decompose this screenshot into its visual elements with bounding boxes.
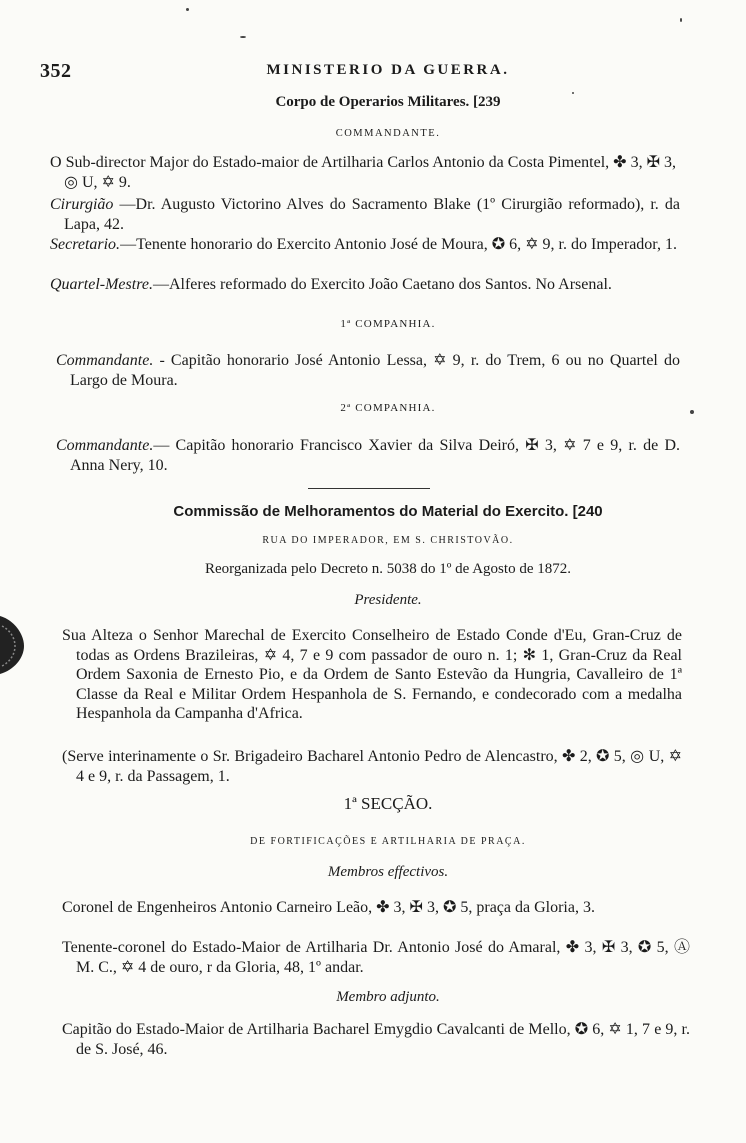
secretario-text: —Tenente honorario do Exercito Antonio José de Moura, ✪ 6, ✡ 9, r. do Imperador, 1.	[120, 236, 677, 253]
secretario-label: Secretario.	[50, 236, 121, 253]
binding-ornament-icon	[0, 610, 26, 680]
presidente-entry: Sua Alteza o Senhor Marechal de Exercito Conselheiro de Estado Conde d'Eu, Gran-Cruz de todas as Ordens Brazileiras, ✡ 4, 7 e 9 com passador de ouro n. 1; ✻ 1, Gran-Cruz da Real Ordem Saxonia de Ernesto Pio, e da Ordem de Santo Estevão da Hungria, Cavalleiro de 1ª Classe da Real e Militar Ordem Hespanhola de S. Fernando, e condecorado com a medalha Hespanhola da Campanha d'Africa.	[62, 627, 682, 722]
companhia1-label: Commandante.	[56, 352, 154, 369]
commissao-address: RUA DO IMPERADOR, EM S. CHRISTOVÃO.	[262, 535, 514, 546]
scan-speck	[690, 410, 694, 414]
commissao-title: Commissão de Melhoramentos do Material do Exercito. [240	[173, 503, 603, 520]
adjunto-heading: Membro adjunto.	[336, 989, 440, 1005]
commandante-heading: COMMANDANTE.	[335, 128, 441, 139]
companhia2-label: Commandante.	[56, 437, 154, 454]
corpo-title: Corpo de Operarios Militares. [239	[275, 94, 501, 110]
running-title: MINISTERIO DA GUERRA.	[266, 62, 510, 78]
membro2-entry: Tenente-coronel do Estado-Maior de Artilharia Dr. Antonio José do Amaral, ✤ 3, ✠ 3, ✪ 5, Ⓐ M. C., ✡ 4 de ouro, r da Gloria, 48, 1º andar.	[62, 939, 690, 976]
membros-heading: Membros effectivos.	[327, 864, 449, 880]
quartel-mestre-entry	[50, 275, 680, 295]
scan-speck	[572, 92, 574, 94]
presidente-heading: Presidente.	[354, 592, 422, 608]
companhia1-entry	[56, 351, 680, 390]
companhia2-entry	[56, 436, 680, 475]
scan-speck	[680, 18, 682, 22]
quartel-mestre-text: —Alferes reformado do Exercito João Caetano dos Santos. No Arsenal.	[152, 276, 612, 293]
adjunto-entry: Capitão do Estado-Maior de Artilharia Bacharel Emygdio Cavalcanti de Mello, ✪ 6, ✡ 1, 7 e 9, r. de S. José, 46.	[62, 1021, 690, 1058]
secretario-entry	[50, 235, 680, 255]
scan-speck	[186, 8, 189, 11]
cirurgiao-label: Cirurgião	[50, 196, 114, 213]
companhia2-text: — Capitão honorario Francisco Xavier da Silva Deiró, ✠ 3, ✡ 7 e 9, r. de D. Anna Nery, 10.	[70, 437, 680, 474]
quartel-mestre-label: Quartel-Mestre.	[50, 276, 153, 293]
companhia2-heading: 2ª COMPANHIA.	[340, 402, 436, 414]
cirurgiao-text: —Dr. Augusto Victorino Alves do Sacramento Blake (1º Cirurgião reformado), r. da Lapa, 42.	[64, 196, 680, 233]
companhia1-text: - Capitão honorario José Antonio Lessa, ✡ 9, r. do Trem, 6 ou no Quartel do Largo de Moura.	[70, 352, 680, 389]
page-number: 352	[40, 60, 72, 82]
companhia1-heading: 1ª COMPANHIA.	[340, 318, 436, 330]
cirurgiao-entry	[50, 195, 680, 234]
membro1-entry: Coronel de Engenheiros Antonio Carneiro Leão, ✤ 3, ✠ 3, ✪ 5, praça da Gloria, 3.	[62, 899, 595, 916]
interino-entry: (Serve interinamente o Sr. Brigadeiro Bacharel Antonio Pedro de Alencastro, ✤ 2, ✪ 5, ◎ U, ✡ 4 e 9, r. da Passagem, 1.	[62, 748, 683, 785]
section-divider	[308, 488, 430, 489]
seccao-heading: 1ª SECÇÃO.	[343, 794, 433, 813]
commissao-decree: Reorganizada pelo Decreto n. 5038 do 1º de Agosto de 1872.	[205, 561, 571, 577]
commandante-entry: O Sub-director Major do Estado-maior de Artilharia Carlos Antonio da Costa Pimentel, ✤ 3, ✠ 3, ◎ U, ✡ 9.	[50, 154, 676, 191]
scan-speck	[240, 36, 246, 38]
seccao-subheading: DE FORTIFICAÇÕES E ARTILHARIA DE PRAÇA.	[250, 836, 526, 847]
